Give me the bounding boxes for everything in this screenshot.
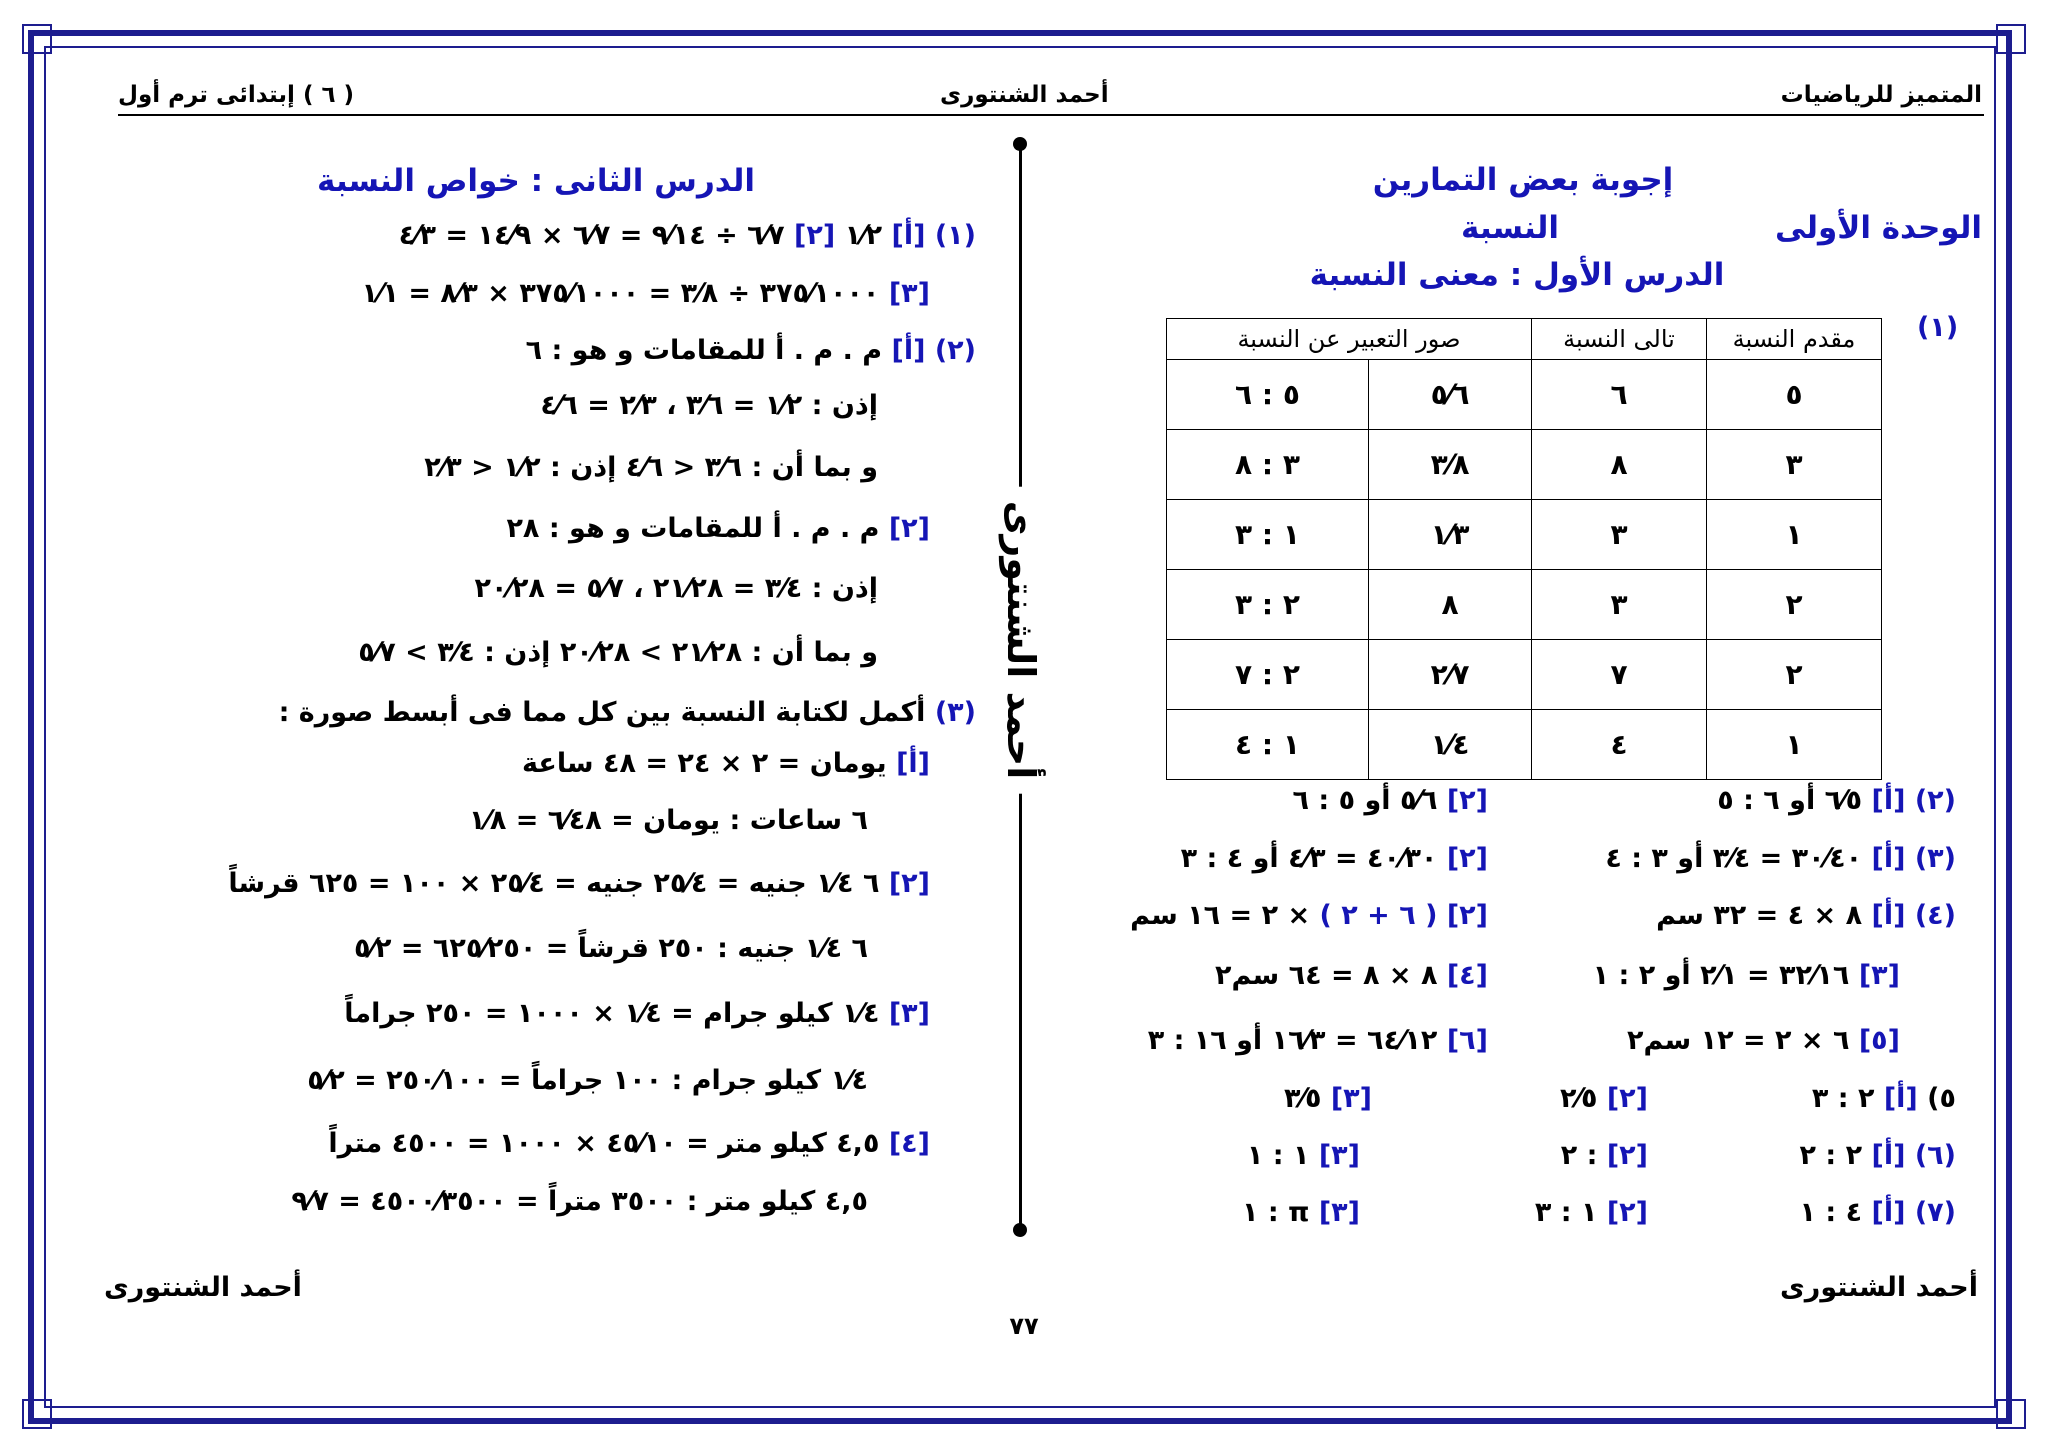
answer-line: (٣) [أ] ٣٠⁄٤٠ = ٣⁄٤ أو ٣ : ٤	[1605, 843, 1956, 874]
footer-left: أحمد الشنتورى	[104, 1272, 302, 1303]
subtitle: النسبة	[1461, 210, 1559, 246]
table-cell: ١⁄٤	[1369, 710, 1532, 780]
table-cell: ٢ : ٣	[1167, 570, 1369, 640]
table-cell: ٨	[1532, 430, 1707, 500]
table-cell: ٣	[1707, 430, 1882, 500]
table-cell: ٣ : ٨	[1167, 430, 1369, 500]
table-cell: ١⁄٣	[1369, 500, 1532, 570]
col-header: مقدم النسبة	[1707, 319, 1882, 360]
answer-line: [٢] ٤٠⁄٣٠ = ٤⁄٣ أو ٤ : ٣	[1180, 843, 1488, 874]
answer-item: (٦) [أ] ٢ : ٢	[1799, 1140, 1956, 1171]
answer-line: (٢) [أ] ٦⁄٥ أو ٦ : ٥	[1717, 785, 1956, 816]
frame-corner	[1996, 1399, 2026, 1429]
answer-line: [٣] ٣٧٥⁄١٠٠٠ ÷ ٣⁄٨ = ٣٧٥⁄١٠٠٠ × ٨⁄٣ = ١⁄١	[361, 278, 930, 309]
footer-right: أحمد الشنتورى	[1780, 1272, 1978, 1303]
divider-dot-bottom	[1013, 1223, 1027, 1237]
answer-line: و بما أن : ٢١⁄٢٨ > ٢٠⁄٢٨ إذن : ٣⁄٤ > ٥⁄٧	[358, 637, 878, 668]
table-row	[1167, 430, 1882, 500]
answer-line: ١⁄٤ كيلو جرام : ١٠٠ جراماً = ٢٥٠⁄١٠٠ = ٥⁄٢	[307, 1065, 868, 1096]
answer-line: (٤) [أ] ٨ × ٤ = ٣٢ سم	[1656, 900, 1956, 931]
table-cell: ١ : ٣	[1167, 500, 1369, 570]
answer-line: إذن : ٣⁄٤ = ٢١⁄٢٨ ، ٥⁄٧ = ٢٠⁄٢٨	[474, 573, 878, 604]
table-cell: ٣⁄٨	[1369, 430, 1532, 500]
answer-line: إذن : ١⁄٢ = ٣⁄٦ ، ٢⁄٣ = ٤⁄٦	[540, 390, 878, 421]
table-cell: ٨	[1369, 570, 1532, 640]
answer-line: (١) [أ] ١⁄٢ [٢] ٦⁄٧ ÷ ٩⁄١٤ = ٦⁄٧ × ١٤⁄٩ = ٤⁄٣	[398, 220, 976, 251]
table-cell: ٤	[1532, 710, 1707, 780]
frame-corner	[22, 24, 52, 54]
frame-corner	[1996, 24, 2026, 54]
lesson-two-title: الدرس الثانى : خواص النسبة	[317, 163, 755, 199]
table-row	[1167, 500, 1882, 570]
table-cell: ٣	[1532, 570, 1707, 640]
table-cell: ١	[1707, 710, 1882, 780]
answer-line: [٢] ٥⁄٦ أو ٥ : ٦	[1292, 785, 1488, 816]
table-row	[1167, 570, 1882, 640]
answer-item: [٢] ١ : ٣	[1534, 1197, 1648, 1228]
page-number: ٧٧	[1009, 1312, 1039, 1340]
answer-line: [٣] ٣٢⁄١٦ = ٢⁄١ أو ٢ : ١	[1592, 960, 1900, 991]
answer-line: [٢] م . م . أ للمقامات و هو : ٢٨	[506, 513, 930, 544]
answer-line: [٢] ٦ ١⁄٤ جنيه = ٢٥⁄٤ جنيه = ٢٥⁄٤ × ١٠٠ = ٦٢٥ قرشاً	[228, 868, 930, 899]
table-row	[1167, 360, 1882, 430]
col-header: تالى النسبة	[1532, 319, 1707, 360]
header-left: ( ٦ ) إبتدائى ترم أول	[118, 82, 355, 108]
table-cell: ٥ : ٦	[1167, 360, 1369, 430]
table-cell: ٦	[1532, 360, 1707, 430]
right-page-title: إجوبة بعض التمارين	[1372, 162, 1674, 198]
table-cell: ٣	[1532, 500, 1707, 570]
answer-line: ٦ ١⁄٤ جنيه : ٢٥٠ قرشاً = ٦٢٥⁄٢٥٠ = ٥⁄٢	[354, 933, 868, 964]
answer-line: [٣] ١⁄٤ كيلو جرام = ١⁄٤ × ١٠٠٠ = ٢٥٠ جراماً	[344, 998, 930, 1029]
answer-line: (٣) أكمل لكتابة النسبة بين كل مما فى أبسط صورة :	[278, 697, 976, 728]
answer-item: (٧) [أ] ٤ : ١	[1799, 1197, 1956, 1228]
answer-line: [٤] ٨ × ٨ = ٦٤ سم٢	[1215, 960, 1488, 991]
spine-author-name: أحمد الشنتورى	[999, 487, 1043, 794]
answer-line: ٤,٥ كيلو متر : ٣٥٠٠ متراً = ٤٥٠٠⁄٣٥٠٠ = ٩⁄٧	[291, 1186, 868, 1217]
answer-line: [أ] يومان = ٢ × ٢٤ = ٤٨ ساعة	[522, 748, 930, 779]
header-center: أحمد الشنتورى	[940, 82, 1109, 108]
answer-item: ٥) [أ] ٢ : ٣	[1811, 1083, 1956, 1114]
answer-line: [٢] ( ٦ + ٢ ) × ٢ = ١٦ سم	[1130, 900, 1488, 931]
ratio-table	[1166, 318, 1882, 780]
table-cell: ٢ : ٧	[1167, 640, 1369, 710]
table-cell: ٢⁄٧	[1369, 640, 1532, 710]
table-header-row	[1167, 319, 1882, 360]
answer-item: [٣] ٣⁄٥	[1283, 1083, 1372, 1114]
table-cell: ٥	[1707, 360, 1882, 430]
answer-item: [٢] ٢⁄٥	[1559, 1083, 1648, 1114]
col-header: صور التعبير عن النسبة	[1167, 319, 1532, 360]
table-cell: ٧	[1532, 640, 1707, 710]
header-rule	[118, 114, 1984, 116]
answer-line: [٦] ٦٤⁄١٢ = ١٦⁄٣ أو ١٦ : ٣	[1147, 1025, 1488, 1056]
table-row	[1167, 710, 1882, 780]
unit-title: الوحدة الأولى	[1774, 210, 1982, 246]
header-right: المتميز للرياضيات	[1780, 82, 1982, 108]
table-row	[1167, 640, 1882, 710]
table-cell: ٢	[1707, 570, 1882, 640]
answer-line: ٦ ساعات : يومان = ٦⁄٤٨ = ١⁄٨	[468, 805, 868, 836]
answer-line: [٤] ٤,٥ كيلو متر = ٤٥⁄١٠ × ١٠٠٠ = ٤٥٠٠ متراً	[328, 1128, 930, 1159]
answer-line: (٢) [أ] م . م . أ للمقامات و هو : ٦	[525, 335, 976, 366]
answer-item: [٢] : ٢	[1560, 1140, 1648, 1171]
answer-line: و بما أن : ٣⁄٦ < ٤⁄٦ إذن : ١⁄٢ < ٢⁄٣	[424, 452, 878, 483]
q1-label: (١)	[1917, 312, 1959, 343]
table-cell: ٥⁄٦	[1369, 360, 1532, 430]
answer-item: [٣] π : ١	[1241, 1197, 1360, 1228]
answer-line: [٥] ٦ × ٢ = ١٢ سم٢	[1627, 1025, 1900, 1056]
frame-corner	[22, 1399, 52, 1429]
answer-item: [٣] ١ : ١	[1246, 1140, 1360, 1171]
divider-dot-top	[1013, 137, 1027, 151]
table-cell: ١ : ٤	[1167, 710, 1369, 780]
table-cell: ١	[1707, 500, 1882, 570]
lesson-one-title: الدرس الأول : معنى النسبة	[1309, 257, 1725, 293]
table-cell: ٢	[1707, 640, 1882, 710]
